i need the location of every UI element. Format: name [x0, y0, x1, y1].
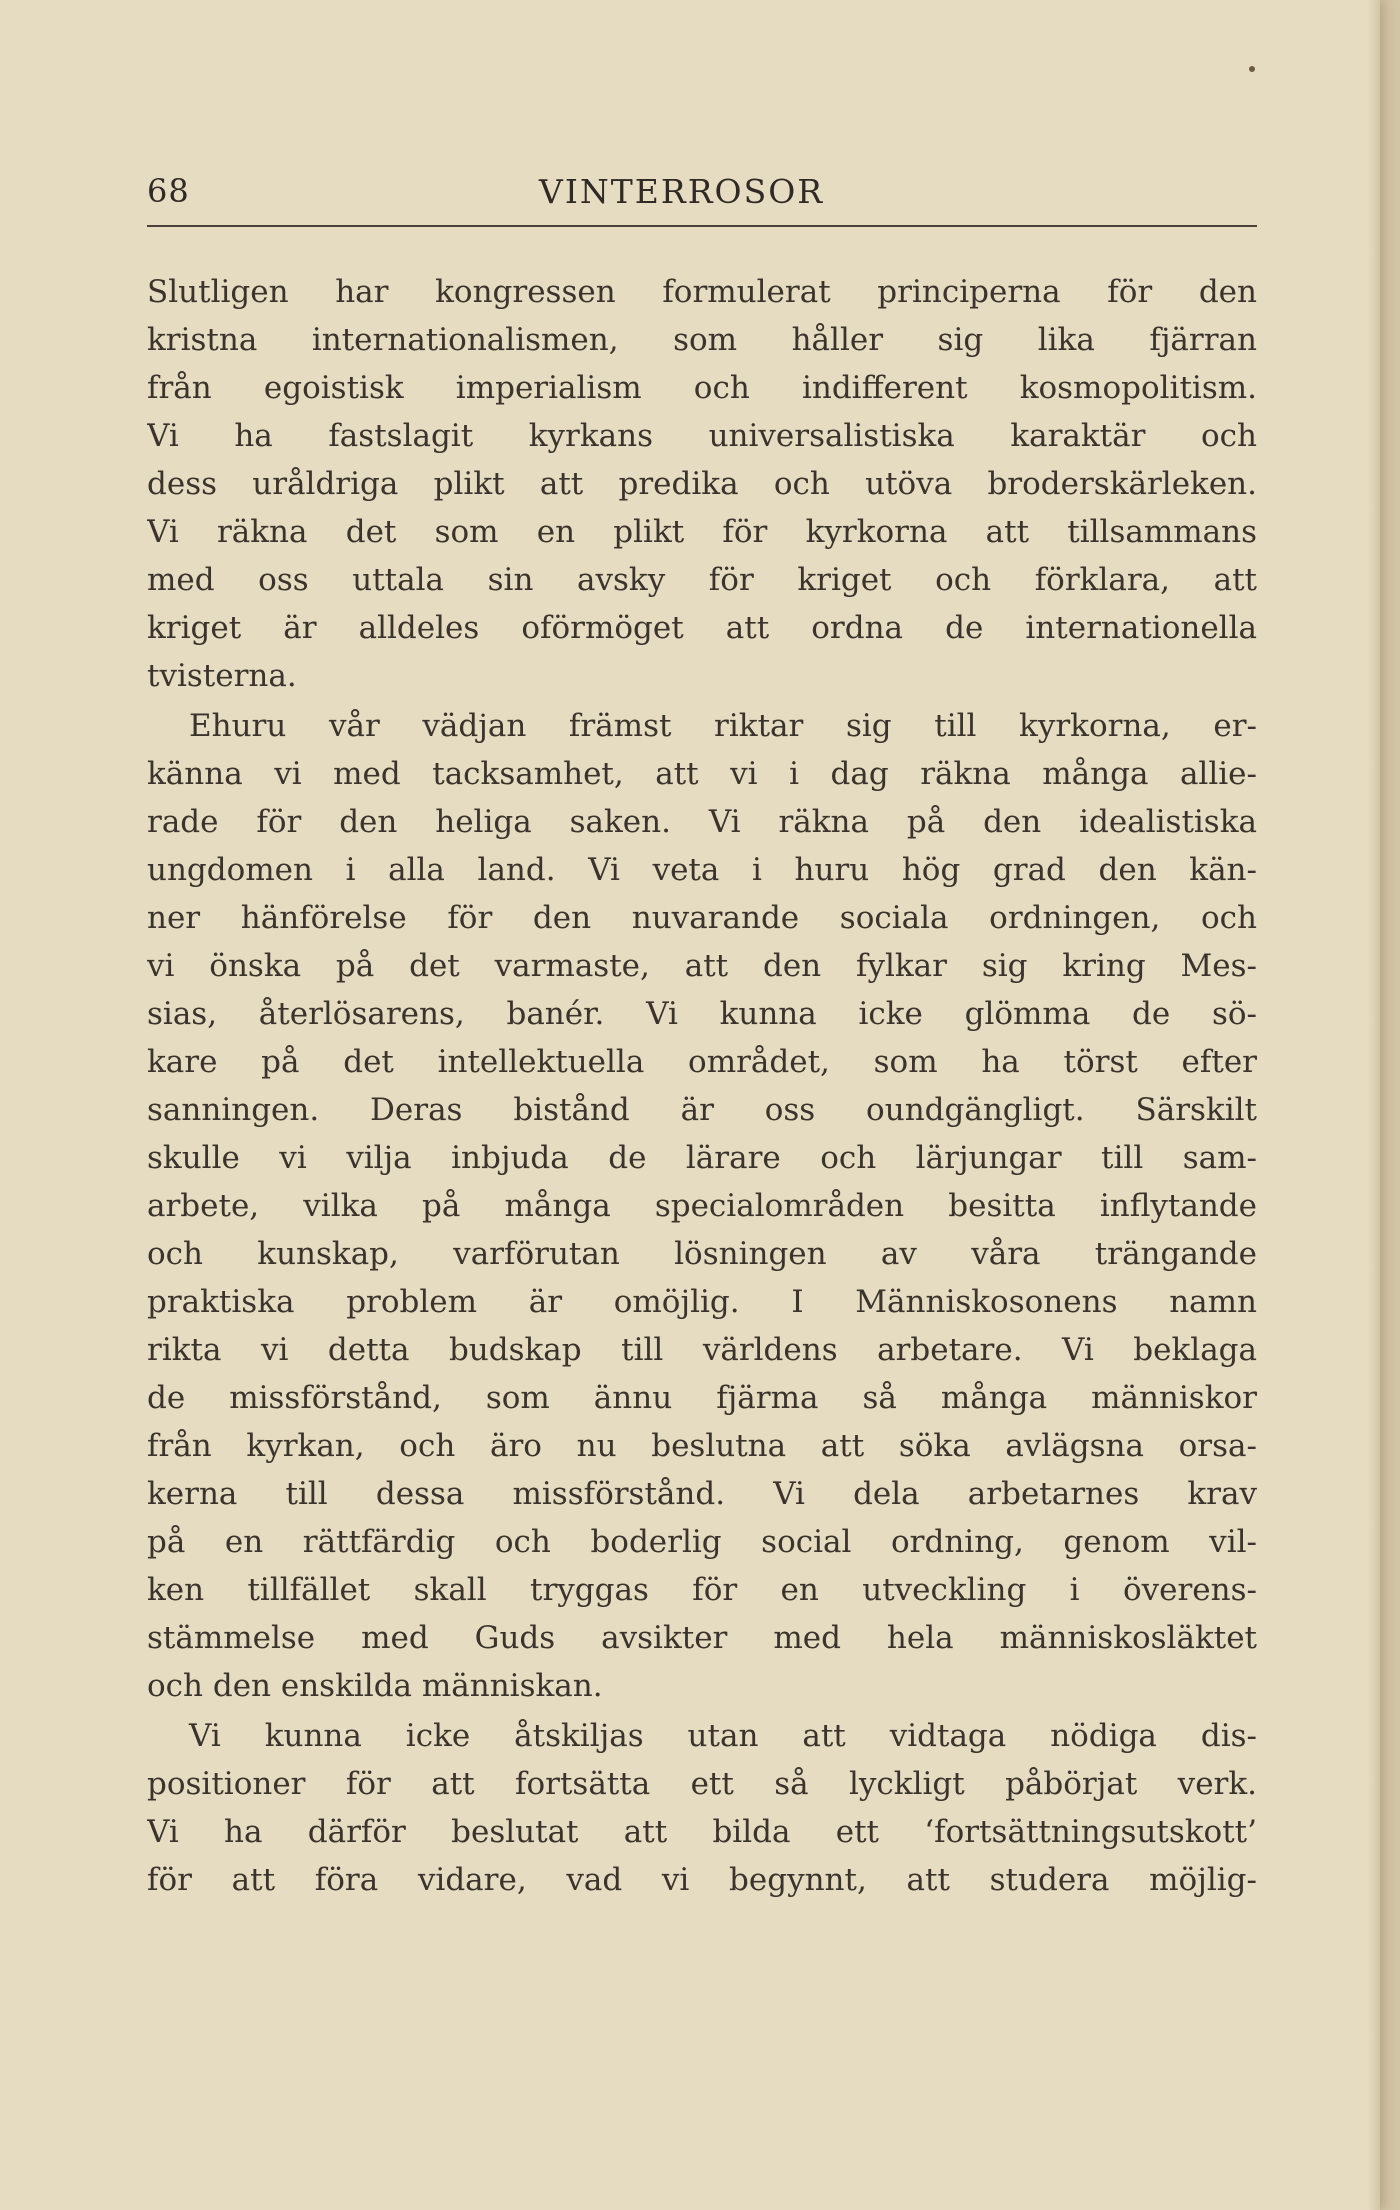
text-line: ner hänförelse för den nuvarande sociala ordningen, och [147, 900, 1257, 936]
text-line: Vi räkna det som en plikt för kyrkorna att tillsammans [147, 514, 1257, 550]
text-line: stämmelse med Guds avsikter med hela människosläktet [147, 1620, 1257, 1656]
text-line: vi önska på det varmaste, att den fylkar sig kring Mes- [147, 948, 1257, 984]
header-rule [147, 225, 1257, 227]
body-text [147, 268, 1257, 1904]
text-line: sanningen. Deras bistånd är oss oundgängligt. Särskilt [147, 1092, 1257, 1128]
text-line: för att föra vidare, vad vi begynnt, att studera möjlig- [147, 1862, 1257, 1898]
text-line: och kunskap, varförutan lösningen av våra trängande [147, 1236, 1257, 1272]
text-line: kare på det intellektuella området, som ha törst efter [147, 1044, 1257, 1080]
text-line: och den enskilda människan. [147, 1668, 603, 1704]
running-title: VINTERROSOR [539, 172, 825, 211]
text-line: känna vi med tacksamhet, att vi i dag räkna många allie- [147, 756, 1257, 792]
text-line: tvisterna. [147, 658, 297, 694]
paragraph-2 [147, 702, 1257, 1710]
text-line: praktiska problem är omöjlig. I Människosonens namn [147, 1284, 1257, 1320]
text-line: arbete, vilka på många specialområden besitta inflytande [147, 1188, 1257, 1224]
text-line: på en rättfärdig och boderlig social ordning, genom vil- [147, 1524, 1257, 1560]
text-line: rikta vi detta budskap till världens arbetare. Vi beklaga [147, 1332, 1257, 1368]
text-line: ungdomen i alla land. Vi veta i huru hög grad den kän- [147, 852, 1257, 888]
text-line: skulle vi vilja inbjuda de lärare och lärjungar till sam- [147, 1140, 1257, 1176]
text-line: de missförstånd, som ännu fjärma så många människor [147, 1380, 1257, 1416]
text-line: med oss uttala sin avsky för kriget och förklara, att [147, 562, 1257, 598]
ink-speck [1249, 66, 1255, 72]
text-line: från kyrkan, och äro nu beslutna att söka avlägsna orsa- [147, 1428, 1257, 1464]
text-line: kerna till dessa missförstånd. Vi dela arbetarnes krav [147, 1476, 1257, 1512]
page-header [147, 168, 1257, 228]
text-line: kriget är alldeles oförmöget att ordna de internationella [147, 610, 1257, 646]
text-line: Ehuru vår vädjan främst riktar sig till kyrkorna, er- [189, 708, 1257, 744]
text-line: ken tillfället skall tryggas för en utveckling i överens- [147, 1572, 1257, 1608]
text-line: Slutligen har kongressen formulerat principerna för den [147, 274, 1257, 310]
paragraph-3 [147, 1712, 1257, 1904]
text-line: Vi ha därför beslutat att bilda ett ‘fortsättningsutskott’ [147, 1814, 1257, 1850]
text-line: kristna internationalismen, som håller sig lika fjärran [147, 322, 1257, 358]
text-line: positioner för att fortsätta ett så lyckligt påbörjat verk. [147, 1766, 1257, 1802]
text-line: sias, återlösarens, banér. Vi kunna icke glömma de sö- [147, 996, 1257, 1032]
paragraph-1 [147, 268, 1257, 700]
text-line: dess uråldriga plikt att predika och utöva broderskärleken. [147, 466, 1257, 502]
text-line: från egoistisk imperialism och indifferent kosmopolitism. [147, 370, 1257, 406]
text-line: Vi kunna icke åtskiljas utan att vidtaga nödiga dis- [189, 1718, 1257, 1754]
page-number: 68 [147, 172, 190, 210]
text-line: Vi ha fastslagit kyrkans universalistiska karaktär och [147, 418, 1257, 454]
text-line: rade för den heliga saken. Vi räkna på den idealistiska [147, 804, 1257, 840]
